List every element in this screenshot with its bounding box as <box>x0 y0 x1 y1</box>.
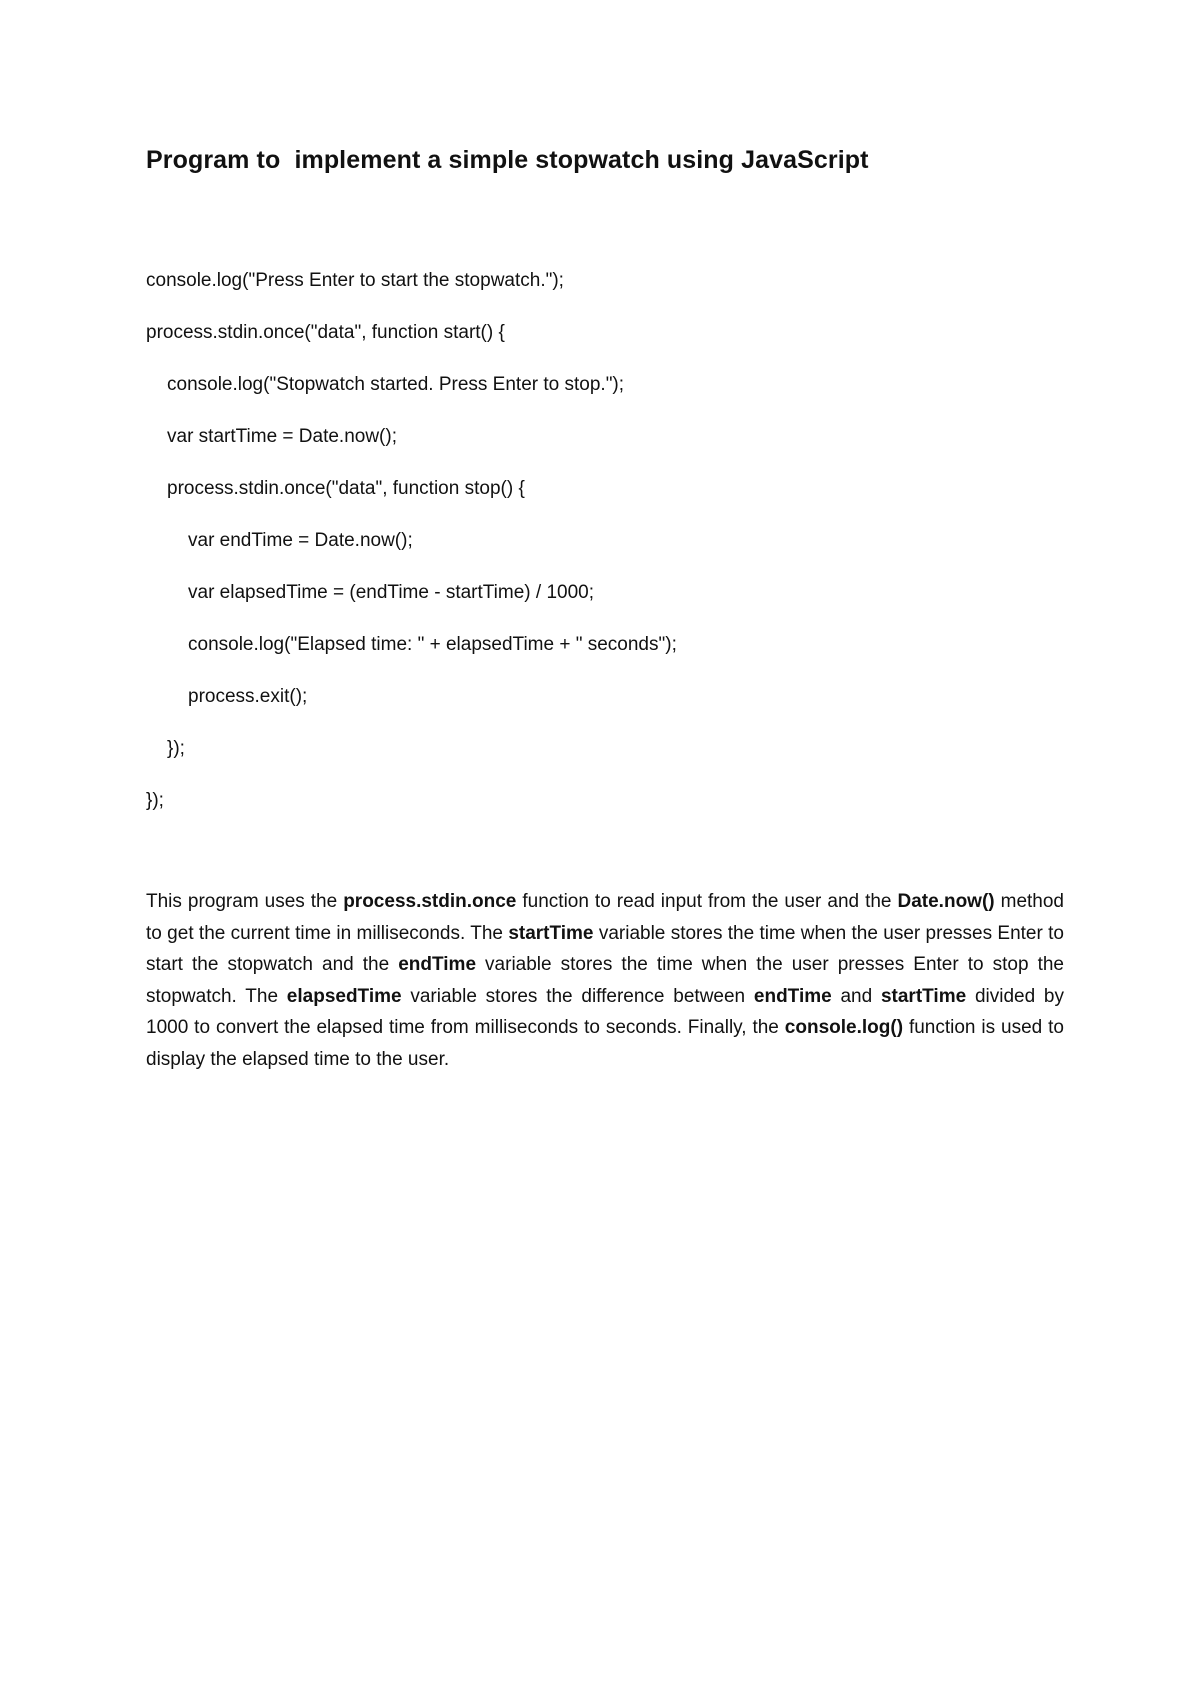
code-line: console.log("Elapsed time: " + elapsedTime + " seconds"); <box>188 634 677 655</box>
code-term: endTime <box>398 954 477 976</box>
text-run: method to get the current time in milliseconds. The <box>146 891 1064 944</box>
code-term: startTime <box>508 922 594 944</box>
text-run: function to read input from the user and the <box>516 891 898 912</box>
code-line: process.exit(); <box>188 686 308 707</box>
code-line: console.log("Stopwatch started. Press Enter to stop."); <box>167 374 625 395</box>
code-term: console.log() <box>784 1017 904 1039</box>
text-run: variable stores the time when the user presses Enter to stop the stopwatch. The <box>146 954 1064 1007</box>
text-run: variable stores the time when the user presses Enter to start the stopwatch and the <box>146 922 1064 976</box>
code-line: }); <box>167 738 185 759</box>
code-line: console.log("Press Enter to start the stopwatch."); <box>146 270 564 291</box>
text-run: divided by 1000 to convert the elapsed time from milliseconds to seconds. Finally, the <box>146 985 1065 1039</box>
explanation-paragraph <box>146 886 1064 1076</box>
code-term: elapsedTime <box>286 985 402 1007</box>
code-term: startTime <box>880 985 967 1007</box>
page-title: Program to implement a simple stopwatch using JavaScript <box>146 146 869 174</box>
code-line: var startTime = Date.now(); <box>167 426 397 447</box>
code-line: var elapsedTime = (endTime - startTime) / 1000; <box>188 582 595 603</box>
text-run: This program uses the <box>146 891 344 912</box>
code-term: process.stdin.once <box>343 891 517 912</box>
text-run: function is used to display the elapsed time to the user. <box>146 1017 1064 1070</box>
code-line: process.stdin.once("data", function start() { <box>146 322 505 343</box>
code-line: process.stdin.once("data", function stop() { <box>167 478 525 499</box>
code-line: }); <box>146 790 164 811</box>
text-run: and <box>831 985 881 1007</box>
text-run: variable stores the difference between <box>401 985 754 1007</box>
code-term: Date.now() <box>897 891 995 912</box>
code-term: endTime <box>753 985 832 1007</box>
code-block <box>146 265 677 837</box>
code-line: var endTime = Date.now(); <box>188 530 413 551</box>
